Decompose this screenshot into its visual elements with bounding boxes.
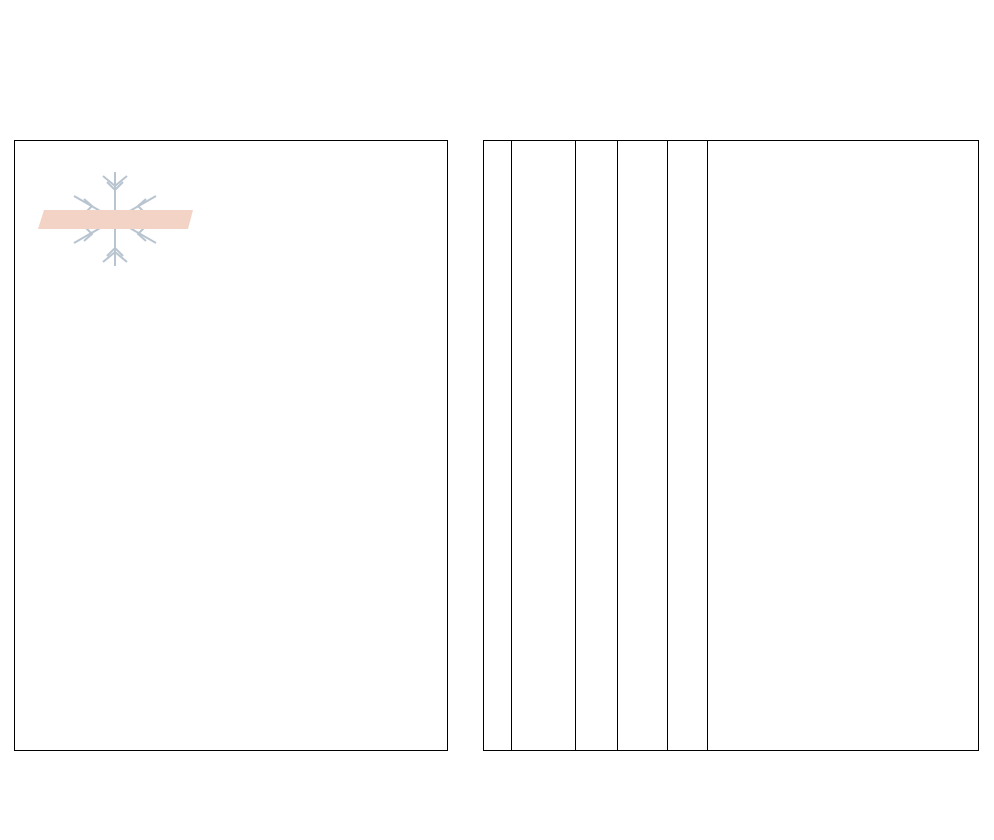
hardness-profile-box bbox=[15, 141, 448, 751]
snow-pilot-logo bbox=[38, 172, 193, 266]
layer-table-box bbox=[484, 141, 979, 751]
